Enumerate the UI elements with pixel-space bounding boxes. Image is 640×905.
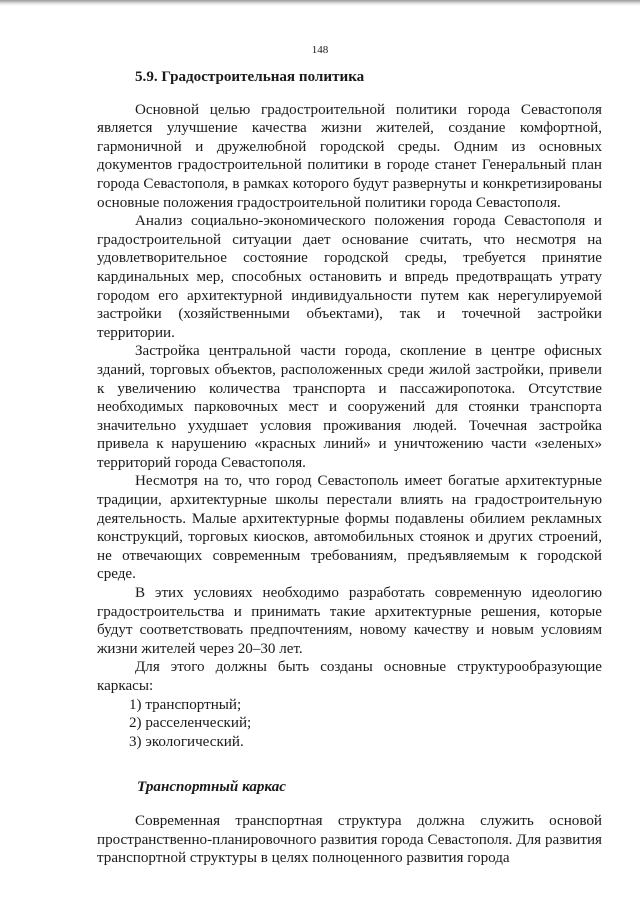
list-item: 3) экологический. [129,733,244,750]
subsection-title: Транспортный каркас [137,779,286,796]
paragraph: Несмотря на то, что город Севастополь имеет богатые архитектурные традиции, архитектурные школы перестали влиять на градостроительную деятельность. Малые архитектурные формы подавлены обилием рекламных конструкций, торговых киосков, автомобильных стоянок и других строений, не отвечающих современным требованиям, предъявляемым к городской среде. [97,473,602,583]
framework-list [97,696,602,752]
page-number: 148 [311,44,329,56]
paragraph: Анализ социально-экономического положения города Севастополя и градостроительной ситуации дает основание считать, что несмотря на удовлетворительное состояние городской среды, требуется принятие кардинальных мер, способных остановить и впредь предотвращать утрату городом его архитектурной индивидуальности путем как нерегулируемой застройки (хозяйственными объектами), так и точечной застройки территории. [97,213,602,341]
list-item: 2) расселенческий; [129,715,252,732]
document-body [97,68,602,868]
paragraph: В этих условиях необходимо разработать современную идеологию градостроительства и принимать такие архитектурные решения, которые будут соответствовать предпочтениям, новому качеству и новым условиям жизни жителей через 20–30 лет. [97,585,602,657]
paragraph: Современная транспортная структура должна служить основой пространственно-планировочного развития города Севастополя. Для развития транспортной структуры в целях полноценного развития города [97,812,602,867]
list-item: 1) транспортный; [129,696,242,713]
paragraph: Застройка центральной части города, скопление в центре офисных зданий, торговых объектов, расположенных среди жилой застройки, привели к увеличению количества транспорта и пассажиропотока. Отсутствие необходимых парковочных мест и сооружений для стоянки транспорта значительно ухудшает условия проживания людей. Точечная застройка привела к нарушению «красных линий» и уничтожению части «зеленых» территорий города Севастополя. [97,343,602,471]
section-title: 5.9. Градостроительная политика [135,69,365,85]
paragraph: Для этого должны быть созданы основные структурообразующие каркасы: [97,659,602,694]
paragraph: Основной целью градостроительной политики города Севастополя является улучшение качества жизни жителей, создание комфортной, гармоничной и дружелюбной городской среды. Одним из основных документов градостроительной политики в городе станет Генеральный план города Севастополя, в рамках которого будут развернуты и конкретизированы основные положения градостроительной политики города Севастополя. [97,101,602,211]
scan-edge [0,0,640,6]
